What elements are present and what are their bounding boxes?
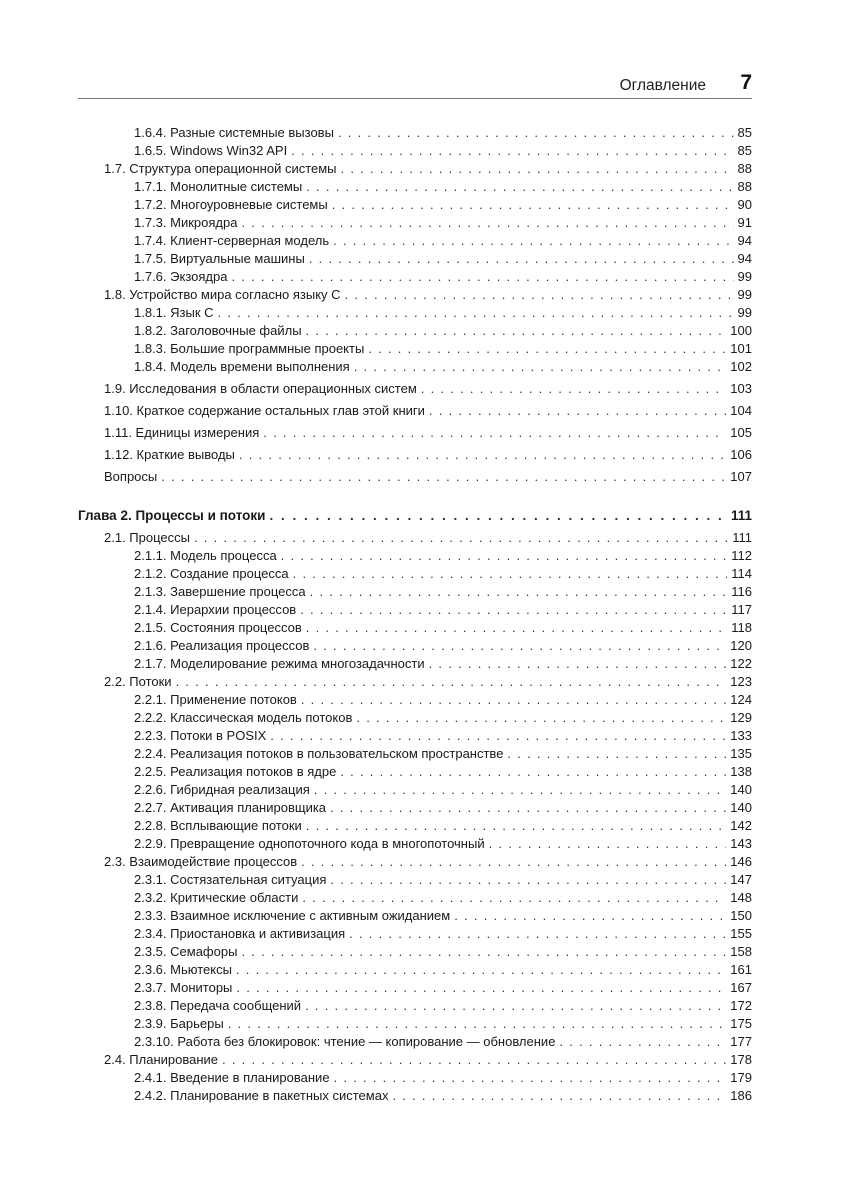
toc-entry[interactable] [134,907,752,925]
dot-leader [454,907,726,925]
toc-entry[interactable] [134,142,752,160]
toc-entry[interactable] [134,835,752,853]
toc-entry[interactable] [134,1087,752,1105]
toc-entry-page: 99 [737,287,752,302]
dot-leader [236,961,726,979]
dot-leader [310,583,728,601]
toc-entry-title: 1.8. Устройство мира согласно языку C [104,287,341,302]
toc-entry-page: 138 [730,764,752,779]
toc-entry[interactable] [134,781,752,799]
toc-entry-page: 120 [730,638,752,653]
toc-entry-page: 111 [730,508,752,523]
toc-entry[interactable] [134,214,752,232]
toc-entry-page: 161 [730,962,752,977]
toc-entry[interactable] [104,286,752,304]
toc-entry-page: 103 [730,381,752,396]
toc-entry-title: 2.2.1. Применение потоков [134,692,297,707]
toc-entry-title: 2.2.8. Всплывающие потоки [134,818,302,833]
toc-entry-title: 1.9. Исследования в области операционных систем [104,381,417,396]
toc-entry[interactable] [134,547,752,565]
toc-entry-page: 117 [731,602,752,617]
toc-entry[interactable] [134,232,752,250]
dot-leader [507,745,726,763]
toc-entry-page: 150 [730,908,752,923]
dot-leader [429,655,727,673]
toc-entry[interactable] [134,979,752,997]
toc-entry-page: 135 [730,746,752,761]
toc-entry[interactable] [104,468,752,486]
toc-entry[interactable] [134,619,752,637]
toc-entry[interactable] [134,817,752,835]
toc-entry[interactable] [134,583,752,601]
dot-leader [293,565,728,583]
dot-leader [270,727,726,745]
toc-entry[interactable] [104,160,752,178]
toc-entry-page: 94 [737,233,752,248]
dot-leader [176,673,727,691]
toc-entry-title: 2.3.7. Мониторы [134,980,233,995]
toc-entry-page: 85 [737,143,752,158]
toc-entry[interactable] [134,565,752,583]
dot-leader [349,925,726,943]
dot-leader [218,304,734,322]
toc-entry-title: 2.1.4. Иерархии процессов [134,602,297,617]
dot-leader [281,547,728,565]
dot-leader [421,380,727,398]
toc-entry[interactable] [134,322,752,340]
toc-entry[interactable] [104,446,752,464]
toc-entry-page: 106 [730,447,752,462]
toc-entry-title: 1.7.5. Виртуальные машины [134,251,305,266]
dot-leader [340,763,726,781]
toc-entry-title: 2.1.5. Состояния процессов [134,620,302,635]
dot-leader [263,424,726,442]
toc-entry-page: 143 [730,836,752,851]
toc-entry-page: 124 [730,692,752,707]
dot-leader [338,124,734,142]
toc-entry-title: 1.8.2. Заголовочные файлы [134,323,302,338]
toc-entry-page: 112 [731,548,752,563]
dot-leader [194,529,728,547]
toc-entry-title: 2.2.6. Гибридная реализация [134,782,310,797]
dot-leader [341,160,734,178]
dot-leader [429,402,726,420]
toc-entry-title: 2.3.8. Передача сообщений [134,998,302,1013]
toc-entry-title: 1.7.1. Монолитные системы [134,179,303,194]
dot-leader [392,1087,726,1105]
dot-leader [291,142,733,160]
dot-leader [306,817,727,835]
toc-entry-title: 1.7.4. Клиент-серверная модель [134,233,330,248]
toc-entry[interactable] [134,250,752,268]
toc-entry[interactable] [134,655,752,673]
toc-entry-title: 2.1.3. Завершение процесса [134,584,306,599]
toc-entry-title: 2.2.5. Реализация потоков в ядре [134,764,337,779]
toc-entry-page: 129 [730,710,752,725]
toc-entry[interactable] [134,871,752,889]
dot-leader [300,601,727,619]
dot-leader [309,250,734,268]
dot-leader [302,889,726,907]
toc-entry-page: 102 [730,359,752,374]
toc-entry-page: 99 [737,305,752,320]
toc-entry-title: 1.6.5. Windows Win32 API [134,143,288,158]
dot-leader [228,1015,727,1033]
toc-entry[interactable] [104,529,752,547]
toc-entry-title: 2.1.6. Реализация процессов [134,638,310,653]
toc-entry-page: 114 [731,566,752,581]
toc-chapter-entry[interactable] [78,507,752,525]
dot-leader [301,853,726,871]
toc-entry-page: 111 [732,530,752,545]
dot-leader [269,507,727,525]
toc-entry-page: 140 [730,782,752,797]
dot-leader [559,1033,726,1051]
toc-entry-title: 1.8.4. Модель времени выполнения [134,359,350,374]
table-of-contents [0,124,844,1105]
dot-leader [236,979,726,997]
toc-entry-page: 178 [730,1052,752,1067]
dot-leader [330,871,726,889]
toc-entry-page: 142 [730,818,752,833]
page-number: 7 [740,71,752,94]
toc-entry[interactable] [134,943,752,961]
toc-entry[interactable] [134,961,752,979]
toc-entry-page: 122 [730,656,752,671]
toc-entry[interactable] [134,745,752,763]
toc-entry-title: 2.1. Процессы [104,530,190,545]
toc-entry-page: 85 [737,125,752,140]
toc-entry-title: 1.11. Единицы измерения [104,425,260,440]
toc-entry[interactable] [104,853,752,871]
toc-entry-page: 107 [730,469,752,484]
toc-entry-page: 91 [737,215,752,230]
toc-entry-title: 2.4.2. Планирование в пакетных системах [134,1088,389,1103]
toc-entry-title: 1.12. Краткие выводы [104,447,235,462]
toc-entry-title: 1.10. Краткое содержание остальных глав этой книги [104,403,425,418]
dot-leader [306,322,727,340]
toc-entry-page: 99 [737,269,752,284]
toc-entry-title: 1.7.3. Микроядра [134,215,238,230]
toc-entry-page: 101 [730,341,752,356]
toc-entry[interactable] [134,691,752,709]
dot-leader [334,1069,727,1087]
toc-entry-title: 1.8.3. Большие программные проекты [134,341,365,356]
toc-entry-page: 88 [737,179,752,194]
toc-entry[interactable] [134,340,752,358]
toc-entry-page: 118 [731,620,752,635]
toc-entry-page: 175 [730,1016,752,1031]
toc-entry[interactable] [104,1051,752,1069]
dot-leader [356,709,726,727]
toc-entry-page: 100 [730,323,752,338]
toc-entry[interactable] [134,268,752,286]
dot-leader [345,286,734,304]
toc-entry-title: 2.1.2. Создание процесса [134,566,289,581]
toc-entry[interactable] [134,124,752,142]
toc-entry-page: 177 [730,1034,752,1049]
toc-entry-title: Глава 2. Процессы и потоки [78,508,266,523]
toc-entry-page: 146 [730,854,752,869]
dot-leader [313,637,726,655]
toc-entry-page: 140 [730,800,752,815]
toc-entry-title: 2.1.7. Моделирование режима многозадачности [134,656,425,671]
dot-leader [489,835,727,853]
toc-entry-title: 2.3. Взаимодействие процессов [104,854,298,869]
toc-entry[interactable] [134,637,752,655]
toc-entry-title: Вопросы [104,469,158,484]
toc-entry[interactable] [134,304,752,322]
toc-entry-page: 104 [730,403,752,418]
toc-entry[interactable] [134,1015,752,1033]
toc-entry[interactable] [134,178,752,196]
dot-leader [314,781,727,799]
toc-entry-title: 2.3.5. Семафоры [134,944,238,959]
toc-entry[interactable] [104,380,752,398]
toc-entry-title: 2.2.7. Активация планировщика [134,800,327,815]
dot-leader [333,232,733,250]
toc-entry-page: 105 [730,425,752,440]
dot-leader [332,196,734,214]
toc-entry[interactable] [134,1033,752,1051]
toc-entry[interactable] [104,402,752,420]
toc-entry-page: 88 [737,161,752,176]
dot-leader [305,997,726,1015]
toc-entry-page: 116 [731,584,752,599]
toc-entry[interactable] [134,997,752,1015]
toc-entry-page: 158 [730,944,752,959]
dot-leader [368,340,726,358]
toc-entry-title: 2.2. Потоки [104,674,172,689]
toc-entry[interactable] [134,358,752,376]
toc-entry-title: 2.3.1. Состязательная ситуация [134,872,327,887]
toc-entry-title: 2.2.9. Превращение однопоточного кода в многопоточный [134,836,485,851]
dot-leader [306,178,733,196]
toc-entry-title: 2.3.4. Приостановка и активизация [134,926,346,941]
toc-entry-page: 172 [730,998,752,1013]
toc-entry-title: 2.2.3. Потоки в POSIX [134,728,267,743]
toc-entry[interactable] [104,424,752,442]
toc-entry-page: 133 [730,728,752,743]
toc-entry-title: 1.7.6. Экзоядра [134,269,228,284]
dot-leader [306,619,728,637]
toc-entry-title: 1.8.1. Язык C [134,305,214,320]
dot-leader [354,358,727,376]
toc-entry-title: 2.3.10. Работа без блокировок: чтение — копирование — обновление [134,1034,556,1049]
toc-entry[interactable] [134,709,752,727]
toc-entry-page: 147 [730,872,752,887]
toc-entry-title: 1.7.2. Многоуровневые системы [134,197,328,212]
dot-leader [330,799,726,817]
toc-entry-title: 2.3.6. Мьютексы [134,962,232,977]
toc-entry-page: 179 [730,1070,752,1085]
toc-entry-title: 2.4.1. Введение в планирование [134,1070,330,1085]
dot-leader [231,268,733,286]
dot-leader [161,468,726,486]
toc-entry[interactable] [134,196,752,214]
toc-entry-page: 94 [737,251,752,266]
toc-entry-title: 2.3.9. Барьеры [134,1016,224,1031]
dot-leader [301,691,726,709]
toc-entry-title: 2.2.4. Реализация потоков в пользовательском пространстве [134,746,504,761]
toc-entry-page: 148 [730,890,752,905]
toc-entry[interactable] [134,925,752,943]
toc-entry-page: 90 [737,197,752,212]
dot-leader [241,214,733,232]
toc-entry[interactable] [104,673,752,691]
running-header [78,72,752,99]
toc-entry[interactable] [134,727,752,745]
dot-leader [241,943,726,961]
header-title: Оглавление [619,77,706,94]
toc-entry[interactable] [134,1069,752,1087]
toc-entry-page: 186 [730,1088,752,1103]
toc-entry-title: 2.3.3. Взаимное исключение с активным ожиданием [134,908,451,923]
toc-entry[interactable] [134,763,752,781]
toc-entry-title: 2.1.1. Модель процесса [134,548,277,563]
toc-entry-page: 123 [730,674,752,689]
toc-entry-title: 2.2.2. Классическая модель потоков [134,710,353,725]
toc-entry[interactable] [134,799,752,817]
dot-leader [222,1051,726,1069]
toc-entry[interactable] [134,889,752,907]
toc-entry-title: 2.3.2. Критические области [134,890,299,905]
toc-entry-page: 167 [730,980,752,995]
toc-entry-title: 2.4. Планирование [104,1052,219,1067]
toc-entry-page: 155 [730,926,752,941]
toc-entry[interactable] [134,601,752,619]
dot-leader [239,446,726,464]
toc-entry-title: 1.7. Структура операционной системы [104,161,337,176]
toc-entry-title: 1.6.4. Разные системные вызовы [134,125,334,140]
